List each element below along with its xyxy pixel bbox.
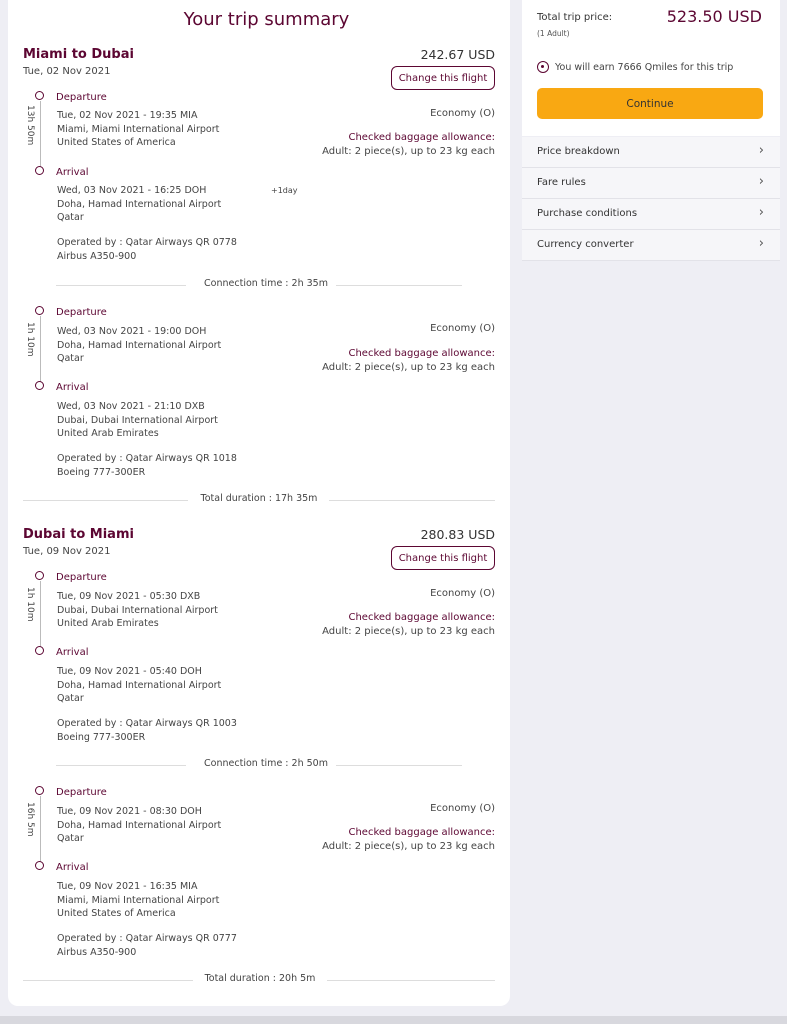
arrival-dot-icon [35, 166, 44, 175]
chevron-right-icon: › [758, 174, 764, 189]
arrival-label: Arrival [56, 647, 89, 658]
qmiles-text: You will earn 7666 Qmiles for this trip [555, 61, 734, 73]
baggage-title: Checked baggage allowance: [348, 132, 495, 143]
arrival-dot-icon [35, 861, 44, 870]
arrival-label: Arrival [56, 382, 89, 393]
accordion-label: Fare rules [537, 177, 586, 188]
departure-dot-icon [35, 306, 44, 315]
trip-summary-card [8, 0, 510, 1006]
departure-dot-icon [35, 91, 44, 100]
operated-by: Operated by : Qatar Airways QR 1003 [57, 718, 237, 729]
total-price-label: Total trip price: [537, 12, 613, 23]
timeline-line [40, 101, 41, 171]
chevron-right-icon: › [758, 236, 764, 251]
qmiles-row [537, 61, 733, 73]
timeline-line [40, 581, 41, 651]
timeline-line [40, 796, 41, 866]
change-flight-button[interactable]: Change this flight [391, 66, 495, 90]
baggage-title: Checked baggage allowance: [348, 827, 495, 838]
chevron-right-icon: › [758, 205, 764, 220]
departure-dot-icon [35, 786, 44, 795]
leg-date: Tue, 09 Nov 2021 [23, 546, 111, 557]
accordion-item-price-breakdown[interactable] [522, 137, 780, 168]
cabin-class: Economy (O) [430, 803, 495, 814]
arrival-country: United States of America [57, 908, 176, 919]
arrival-time: Tue, 09 Nov 2021 - 16:35 MIA [57, 881, 198, 892]
baggage-detail: Adult: 2 piece(s), up to 23 kg each [322, 626, 495, 637]
aircraft-type: Airbus A350-900 [57, 251, 137, 262]
arrival-label: Arrival [56, 167, 89, 178]
total-duration: Total duration : 17h 35m [200, 493, 318, 504]
departure-dot-icon [35, 571, 44, 580]
segment-duration: 16h 5m [25, 802, 35, 837]
connection-time: Connection time : 2h 35m [204, 278, 328, 289]
accordion-label: Currency converter [537, 239, 634, 250]
operated-by: Operated by : Qatar Airways QR 0777 [57, 933, 237, 944]
departure-time: Tue, 02 Nov 2021 - 19:35 MIA [57, 110, 198, 121]
passenger-count: (1 Adult) [537, 29, 570, 38]
leg-price: 280.83 USD [420, 527, 495, 542]
connection-divider [56, 285, 186, 286]
segment-duration: 13h 50m [25, 105, 35, 146]
cabin-class: Economy (O) [430, 323, 495, 334]
operated-by: Operated by : Qatar Airways QR 1018 [57, 453, 237, 464]
departure-time: Wed, 03 Nov 2021 - 19:00 DOH [57, 326, 207, 337]
segment-duration: 1h 10m [25, 587, 35, 622]
cabin-class: Economy (O) [430, 588, 495, 599]
departure-airport: Doha, Hamad International Airport [57, 340, 222, 351]
baggage-detail: Adult: 2 piece(s), up to 23 kg each [322, 841, 495, 852]
aircraft-type: Airbus A350-900 [57, 947, 137, 958]
arrival-country: Qatar [57, 693, 84, 704]
day-offset: +1day [271, 186, 298, 195]
connection-divider [336, 285, 462, 286]
page-title: Your trip summary [183, 9, 350, 30]
baggage-detail: Adult: 2 piece(s), up to 23 kg each [322, 146, 495, 157]
departure-country: Qatar [57, 833, 84, 844]
connection-time: Connection time : 2h 50m [204, 758, 328, 769]
departure-airport: Miami, Miami International Airport [57, 124, 220, 135]
page-bottom-edge [0, 1016, 787, 1024]
aircraft-type: Boeing 777-300ER [57, 467, 146, 478]
chevron-right-icon: › [758, 143, 764, 158]
leg-route: Miami to Dubai [23, 47, 134, 62]
aircraft-type: Boeing 777-300ER [57, 732, 146, 743]
target-icon [537, 61, 549, 73]
arrival-time: Tue, 09 Nov 2021 - 05:40 DOH [57, 666, 202, 677]
arrival-airport: Miami, Miami International Airport [57, 895, 220, 906]
leg-date: Tue, 02 Nov 2021 [23, 66, 111, 77]
arrival-time: Wed, 03 Nov 2021 - 16:25 DOH [57, 185, 207, 196]
arrival-airport: Doha, Hamad International Airport [57, 680, 222, 691]
total-duration-divider [23, 980, 193, 981]
total-duration-divider [327, 980, 495, 981]
departure-time: Tue, 09 Nov 2021 - 08:30 DOH [57, 806, 202, 817]
arrival-time: Wed, 03 Nov 2021 - 21:10 DXB [57, 401, 205, 412]
departure-label: Departure [56, 92, 107, 103]
segment-duration: 1h 10m [25, 322, 35, 357]
cabin-class: Economy (O) [430, 108, 495, 119]
info-accordion [522, 137, 780, 261]
departure-country: Qatar [57, 353, 84, 364]
total-duration-divider [329, 500, 495, 501]
departure-country: United Arab Emirates [57, 618, 159, 629]
arrival-dot-icon [35, 381, 44, 390]
baggage-title: Checked baggage allowance: [348, 612, 495, 623]
connection-divider [336, 765, 462, 766]
departure-country: United States of America [57, 137, 176, 148]
departure-label: Departure [56, 787, 107, 798]
departure-label: Departure [56, 307, 107, 318]
connection-divider [56, 765, 186, 766]
total-duration: Total duration : 20h 5m [204, 973, 316, 984]
accordion-item-currency-converter[interactable] [522, 230, 780, 261]
leg-price: 242.67 USD [420, 47, 495, 62]
arrival-dot-icon [35, 646, 44, 655]
arrival-airport: Doha, Hamad International Airport [57, 199, 222, 210]
baggage-title: Checked baggage allowance: [348, 348, 495, 359]
accordion-label: Price breakdown [537, 146, 620, 157]
departure-airport: Dubai, Dubai International Airport [57, 605, 218, 616]
arrival-country: Qatar [57, 212, 84, 223]
change-flight-button[interactable]: Change this flight [391, 546, 495, 570]
accordion-label: Purchase conditions [537, 208, 638, 219]
continue-button[interactable]: Continue [537, 88, 763, 119]
operated-by: Operated by : Qatar Airways QR 0778 [57, 237, 237, 248]
total-price: 523.50 USD [666, 7, 762, 26]
arrival-label: Arrival [56, 862, 89, 873]
departure-airport: Doha, Hamad International Airport [57, 820, 222, 831]
arrival-airport: Dubai, Dubai International Airport [57, 415, 218, 426]
accordion-item-purchase-conditions[interactable] [522, 199, 780, 230]
baggage-detail: Adult: 2 piece(s), up to 23 kg each [322, 362, 495, 373]
price-summary-card [522, 0, 780, 136]
leg-route: Dubai to Miami [23, 527, 134, 542]
departure-time: Tue, 09 Nov 2021 - 05:30 DXB [57, 591, 201, 602]
timeline-line [40, 316, 41, 386]
accordion-item-fare-rules[interactable] [522, 168, 780, 199]
departure-label: Departure [56, 572, 107, 583]
arrival-country: United Arab Emirates [57, 428, 159, 439]
total-duration-divider [23, 500, 188, 501]
